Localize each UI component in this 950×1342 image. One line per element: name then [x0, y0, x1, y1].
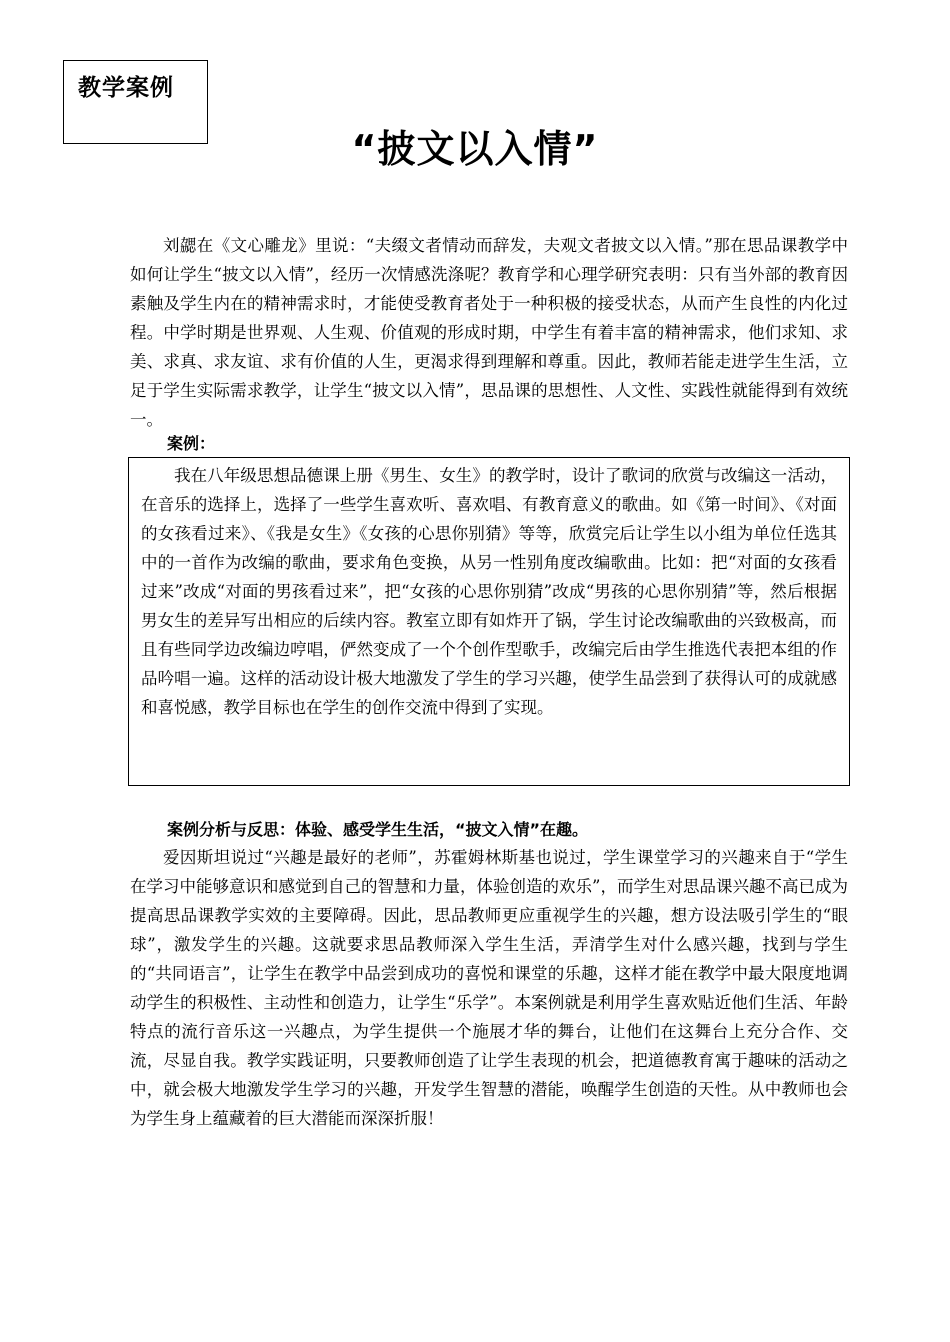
- case-label: 案例：: [167, 434, 216, 453]
- category-tag-label: 教学案例: [78, 75, 174, 101]
- case-box: [128, 457, 850, 786]
- analysis-paragraph: 爱因斯坦说过“兴趣是最好的老师”，苏霍姆林斯基也说过，学生课堂学习的兴趣来自于“学生在学习中能够意识和感觉到自己的智慧和力量，体验创造的欢乐”，而学生对思品课兴趣不高已成为提高思品课教学实效的主要障碍。因此，思品教师更应重视学生的兴趣，想方设法吸引学生的“眼球”，激发学生的兴趣。这就要求思品教师深入学生生活，弄清学生对什么感兴趣，找到与学生的“共同语言”，让学生在教学中品尝到成功的喜悦和课堂的乐趣，这样才能在教学中最大限度地调动学生的积极性、主动性和创造力，让学生“乐学”。本案例就是利用学生喜欢贴近他们生活、年龄特点的流行音乐这一兴趣点，为学生提供一个施展才华的舞台，让他们在这舞台上充分合作、交流，尽显自我。教学实践证明，只要教师创造了让学生表现的机会，把道德教育寓于趣味的活动之中，就会极大地激发学生学习的兴趣，开发学生智慧的潜能，唤醒学生创造的天性。从中教师也会为学生身上蕴藏着的巨大潜能而深深折服！: [130, 848, 848, 1128]
- analysis-heading: 案例分析与反思：体验、感受学生生活，“披文入情”在趣。: [167, 820, 589, 839]
- document-title: “披文以入情”: [351, 127, 599, 171]
- case-paragraph: 我在八年级思想品德课上册《男生、女生》的教学时，设计了歌词的欣赏与改编这一活动，在音乐的选择上，选择了一些学生喜欢听、喜欢唱、有教育意义的歌曲。如《第一时间》、《对面的女孩看过来》、《我是女生》《女孩的心思你别猜》等等，欣赏完后让学生以小组为单位任选其中的一首作为改编的歌曲，要求角色变换，从另一性别角度改编歌曲。比如：把“对面的女孩看过来”改成“对面的男孩看过来”，把“女孩的心思你别猜”改成“男孩的心思你别猜”等，然后根据男女生的差异写出相应的后续内容。教室立即有如炸开了锅，学生讨论改编歌曲的兴致极高，而且有些同学边改编边哼唱，俨然变成了一个个创作型歌手，改编完后由学生推选代表把本组的作品吟唱一遍。这样的活动设计极大地激发了学生的学习兴趣，使学生品尝到了获得认可的成就感和喜悦感，教学目标也在学生的创作交流中得到了实现。: [141, 466, 837, 717]
- intro-paragraph: 刘勰在《文心雕龙》里说：“夫缀文者情动而辞发，夫观文者披文以入情。”那在思品课教学中如何让学生“披文以入情”，经历一次情感洗涤呢？教育学和心理学研究表明：只有当外部的教育因素触及学生内在的精神需求时，才能使受教育者处于一种积极的接受状态，从而产生良性的内化过程。中学时期是世界观、人生观、价值观的形成时期，中学生有着丰富的精神需求，他们求知、求美、求真、求友谊、求有价值的人生，更渴求得到理解和尊重。因此，教师若能走进学生生活，立足于学生实际需求教学，让学生“披文以入情”，思品课的思想性、人文性、实践性就能得到有效统一。: [130, 236, 848, 429]
